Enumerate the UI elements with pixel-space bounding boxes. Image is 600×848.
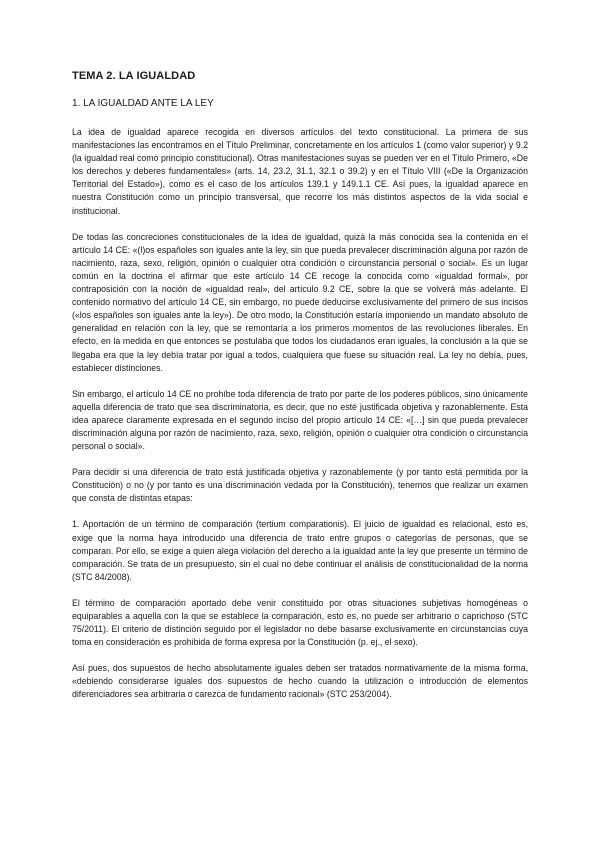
paragraph-5: 1. Aportación de un término de comparación (tertium comparationis). El juicio de igualdad es relacional, esto es, exige que la norma haya introducido una diferencia de trato entre grupos o categorías de personas, que se comparan. Por ello, se exige a quien alega violación del derecho a la igualdad ante la ley que presente un término de comparación. Se trata de un presupuesto, sin el cual no debe continuar el análisis de constitucionalidad de la norma (STC 84/2008). (72, 519, 528, 582)
paragraph-4: Para decidir si una diferencia de trato está justificada objetiva y razonablemente (y por tanto está permitida por la Constitución) o no (y por tanto es una discriminación vedada por la Constitución), tenemos que realizar un examen que consta de distintas etapas: (72, 467, 528, 504)
paragraph-6: El término de comparación aportado debe venir constituido por otras situaciones subjetivas homogéneas o equiparables a aquella con la que se establece la comparación, esto es, no puede ser arbitrario o caprichoso (STC 75/2011). El criterio de distinción seguido por el legislador no debe basarse exclusivamente en circunstancias cuya toma en consideración es prohibida de forma expresa por la Constitución (p. ej., el sexo). (72, 597, 528, 648)
paragraph-7: Así pues, dos supuestos de hecho absolutamente iguales deben ser tratados normativamente de la misma forma, «debiendo considerarse iguales dos supuestos de hecho cuando la utilización o introducción de elementos diferenciadores sea arbitraria o carezca de fundamento racional» (STC 253/2004). (72, 663, 528, 700)
paragraph-1: La idea de igualdad aparece recogida en diversos artículos del texto constitucional. La primera de sus manifestaciones las encontramos en el Título Preliminar, concretamente en los artículos 1 (como valor superior) y 9.2 (la igualdad real como principio constitucional). Otras manifestaciones suyas se pueden ver en el Título Primero, «De los derechos y deberes fundamentales» (arts. 14, 23.2, 31.1, 32.1 o 39.2) y en el Título VIII («De la Organización Territorial del Estado»), como es el caso de los artículos 139.1 y 149.1.1 CE. Así pues, la igualdad aparece en nuestra Constitución como un principio transversal, que recorre los más distintos aspectos de la vida social e institucional. (72, 127, 528, 216)
section-heading: 1. LA IGUALDAD ANTE LA LEY (72, 98, 214, 109)
document-title: TEMA 2. LA IGUALDAD (72, 70, 196, 82)
document-page (72, 70, 528, 715)
paragraph-3: Sin embargo, el artículo 14 CE no prohíbe toda diferencia de trato por parte de los poderes públicos, sino únicamente aquella diferencia de trato que sea discriminatoria, es decir, que no esté justificada objetiva y razonablemente. Esta idea aparece claramente expresada en el segundo inciso del propio artículo 14 CE: «[…] sin que pueda prevalecer discriminación alguna por razón de nacimiento, raza, sexo, religión, opinión o cualquier otra condición o circunstancia personal o social». (72, 388, 528, 452)
paragraph-2: De todas las concreciones constitucionales de la idea de igualdad, quizá la más conocida sea la contenida en el artículo 14 CE: «(l)os españoles son iguales ante la ley, sin que pueda prevalecer discriminación alguna por razón de nacimiento, raza, sexo, religión, opinión o cualquier otra condición o circunstancia personal o social». Es un lugar común en la doctrina el afirmar que este artículo 14 CE recoge la conocida como «igualdad formal», por contraposición con la noción de «igualdad real», del artículo 9.2 CE, sobre la que se volverá más adelante. El contenido normativo del artículo 14 CE, sin embargo, no puede deducirse exclusivamente del primero de sus incisos («los españoles son iguales ante la ley»). De otro modo, la Constitución estaría imponiendo un mandato absoluto de generalidad en relación con la ley, que se remontaría a los primeros momentos de las revoluciones liberales. En efecto, en la medida en que entonces se postulaba que todos los ciudadanos eran iguales, la conclusión a la que se llegaba era que la ley debía tratar por igual a todos, cualquiera que fuese su situación real. La ley no debía, pues, establecer distinciones. (72, 231, 528, 373)
